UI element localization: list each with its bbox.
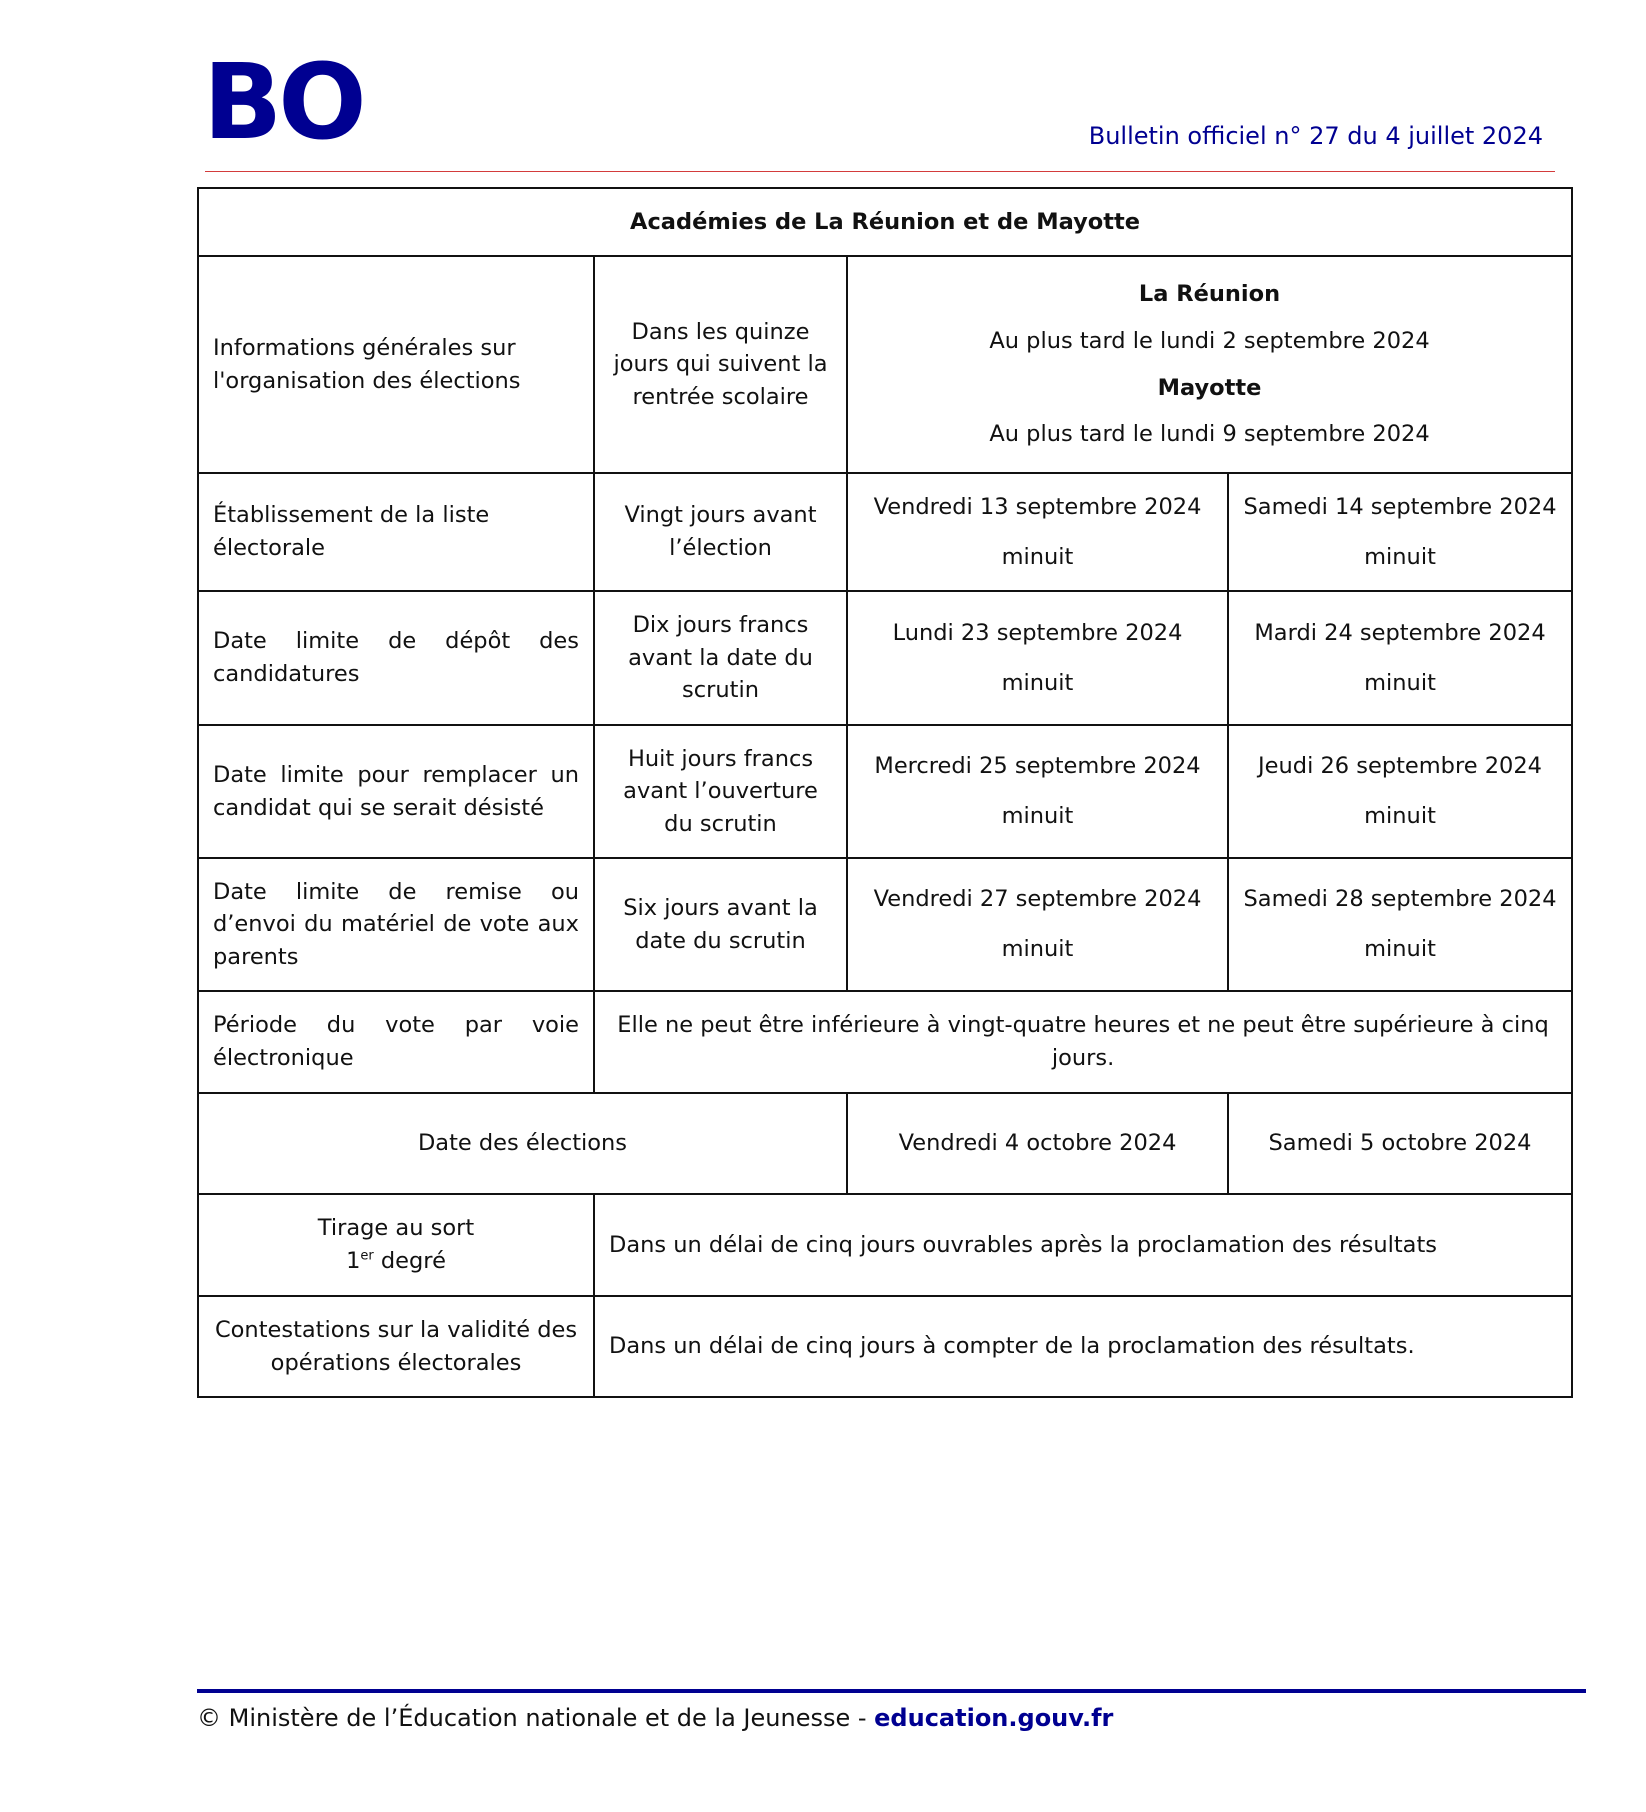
row-label-superscript: er xyxy=(360,1248,374,1264)
row-text: Dans un délai de cinq jours à compter de la proclamation des résultats. xyxy=(594,1296,1572,1397)
mayotte-date: Au plus tard le lundi 9 septembre 2024 xyxy=(989,421,1430,448)
mayotte-date: Samedi 5 octobre 2024 xyxy=(1228,1093,1572,1194)
mayotte-date: Jeudi 26 septembre 2024 xyxy=(1258,753,1542,780)
mayotte-date: Mardi 24 septembre 2024 xyxy=(1254,619,1546,646)
row-label: Contestations sur la validité des opérations électorales xyxy=(198,1296,594,1397)
table-title: Académies de La Réunion et de Mayotte xyxy=(198,188,1572,256)
reunion-cell xyxy=(847,725,1228,858)
row-delay: Six jours avant la date du scrutin xyxy=(594,858,847,991)
mayotte-date: Samedi 14 septembre 2024 xyxy=(1243,493,1557,520)
row-delay: Huit jours francs avant l’ouverture du scrutin xyxy=(594,725,847,858)
footer-link[interactable]: education.gouv.fr xyxy=(874,1704,1114,1732)
mayotte-cell xyxy=(1228,858,1572,991)
reunion-date: Vendredi 27 septembre 2024 xyxy=(873,886,1202,913)
reunion-date: Vendredi 4 octobre 2024 xyxy=(847,1093,1228,1194)
reunion-heading: La Réunion xyxy=(1138,281,1281,308)
mayotte-time: minuit xyxy=(1364,936,1436,962)
row-label: Date limite de dépôt des candidatures xyxy=(198,591,594,725)
mayotte-cell xyxy=(1228,473,1572,591)
reunion-date: Lundi 23 septembre 2024 xyxy=(892,619,1183,646)
row-delay: Dans les quinze jours qui suivent la rentrée scolaire xyxy=(594,256,847,473)
table-row xyxy=(198,256,1572,473)
row-label: Date limite pour remplacer un candidat qui se serait désisté xyxy=(198,725,594,858)
reunion-time: minuit xyxy=(1001,543,1074,570)
row-label: Date des élections xyxy=(198,1093,847,1194)
header-divider xyxy=(205,171,1555,172)
row-delay: Vingt jours avant l’élection xyxy=(594,473,847,591)
row-label xyxy=(198,1194,594,1296)
reunion-cell xyxy=(847,473,1228,591)
mayotte-time: minuit xyxy=(1364,803,1436,829)
table-row xyxy=(198,991,1572,1093)
row-label: Période du vote par voie électronique xyxy=(198,991,594,1093)
reunion-cell xyxy=(847,591,1228,725)
table-row xyxy=(198,1296,1572,1397)
elections-calendar-table xyxy=(197,187,1573,1398)
row-text: Dans un délai de cinq jours ouvrables après la proclamation des résultats xyxy=(594,1194,1572,1296)
mayotte-date: Samedi 28 septembre 2024 xyxy=(1243,886,1557,913)
bulletin-reference: Bulletin officiel n° 27 du 4 juillet 2024 xyxy=(1088,122,1543,150)
row-label-line1: Tirage au sort xyxy=(317,1215,475,1242)
table-row xyxy=(198,1194,1572,1296)
mayotte-time: minuit xyxy=(1364,543,1436,570)
mayotte-heading: Mayotte xyxy=(1157,374,1262,401)
reunion-date: Au plus tard le lundi 2 septembre 2024 xyxy=(989,327,1430,354)
reunion-date: Vendredi 13 septembre 2024 xyxy=(873,493,1202,520)
row-text: Elle ne peut être inférieure à vingt-quatre heures et ne peut être supérieure à cinq jours. xyxy=(594,991,1572,1093)
table-row xyxy=(198,591,1572,725)
reunion-date: Mercredi 25 septembre 2024 xyxy=(874,753,1201,780)
footer-copyright: © Ministère de l’Éducation nationale et de la Jeunesse - xyxy=(197,1704,875,1732)
mayotte-cell xyxy=(1228,725,1572,858)
row-label: Date limite de remise ou d’envoi du matériel de vote aux parents xyxy=(198,858,594,991)
footer-divider xyxy=(197,1689,1586,1693)
row-label-rest: degré xyxy=(373,1248,446,1274)
row-delay: Dix jours francs avant la date du scrutin xyxy=(594,591,847,725)
mayotte-time: minuit xyxy=(1364,669,1436,696)
bo-logo: BO xyxy=(203,41,363,163)
row-label-ordinal: 1 xyxy=(346,1248,361,1274)
table-row xyxy=(198,725,1572,858)
reunion-time: minuit xyxy=(1001,669,1074,696)
table-row xyxy=(198,473,1572,591)
reunion-time: minuit xyxy=(1001,803,1074,829)
reunion-cell xyxy=(847,858,1228,991)
row-dates-info xyxy=(847,256,1572,473)
table-row xyxy=(198,858,1572,991)
table-row xyxy=(198,1093,1572,1194)
mayotte-cell xyxy=(1228,591,1572,725)
footer xyxy=(197,1704,1113,1732)
reunion-time: minuit xyxy=(1001,936,1074,962)
row-label: Établissement de la liste électorale xyxy=(198,473,594,591)
row-label: Informations générales sur l'organisation des élections xyxy=(198,256,594,473)
table-title-row xyxy=(198,188,1572,256)
